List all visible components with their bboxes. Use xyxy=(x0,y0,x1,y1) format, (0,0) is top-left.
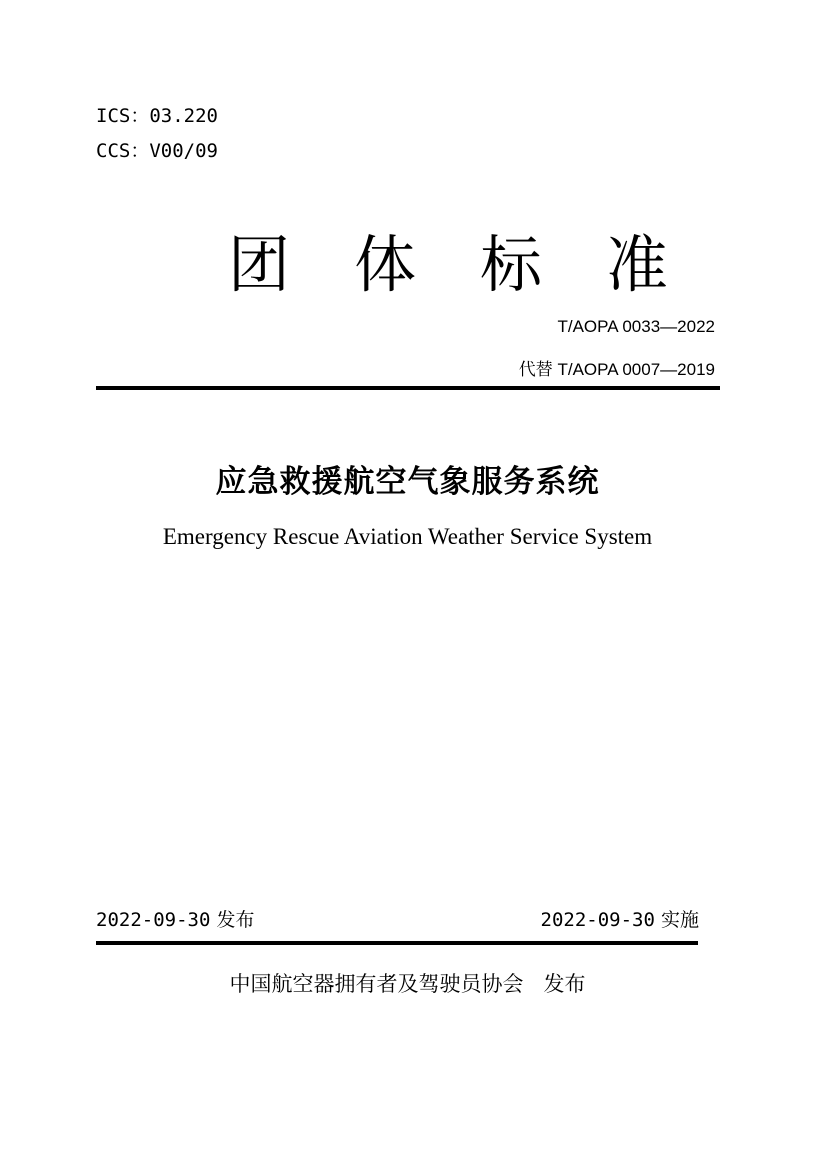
document-title-english: Emergency Rescue Aviation Weather Service System xyxy=(162,524,653,549)
implementation-date-line xyxy=(541,907,699,933)
ics-code: ICS：03.220 xyxy=(96,105,218,127)
bottom-divider xyxy=(96,941,698,945)
publish-date: 2022-09-30 xyxy=(96,909,211,931)
publisher-line xyxy=(0,970,815,998)
replaces-label: 代替 xyxy=(518,360,553,380)
publish-date-line xyxy=(96,907,254,933)
top-divider xyxy=(96,386,720,390)
standard-type-char: 标 xyxy=(479,231,542,300)
replaced-standard-number: T/AOPA 0007—2019 xyxy=(557,360,715,379)
publish-label: 发布 xyxy=(216,909,255,931)
implementation-label: 实施 xyxy=(660,909,699,931)
document-title-chinese: 应急救援航空气象服务系统 xyxy=(215,464,600,500)
standard-type-char: 团 xyxy=(228,231,291,300)
standard-type-char: 体 xyxy=(353,231,416,300)
publisher-action: 发布 xyxy=(543,972,586,996)
publisher-name: 中国航空器拥有者及驾驶员协会 xyxy=(229,972,524,996)
standard-type-heading xyxy=(228,228,668,304)
standard-number: T/AOPA 0033—2022 xyxy=(557,317,715,336)
implementation-date: 2022-09-30 xyxy=(540,909,655,931)
ccs-code: CCS：V00/09 xyxy=(96,140,218,162)
standard-type-char: 准 xyxy=(605,231,668,300)
replaces-line xyxy=(519,359,715,381)
